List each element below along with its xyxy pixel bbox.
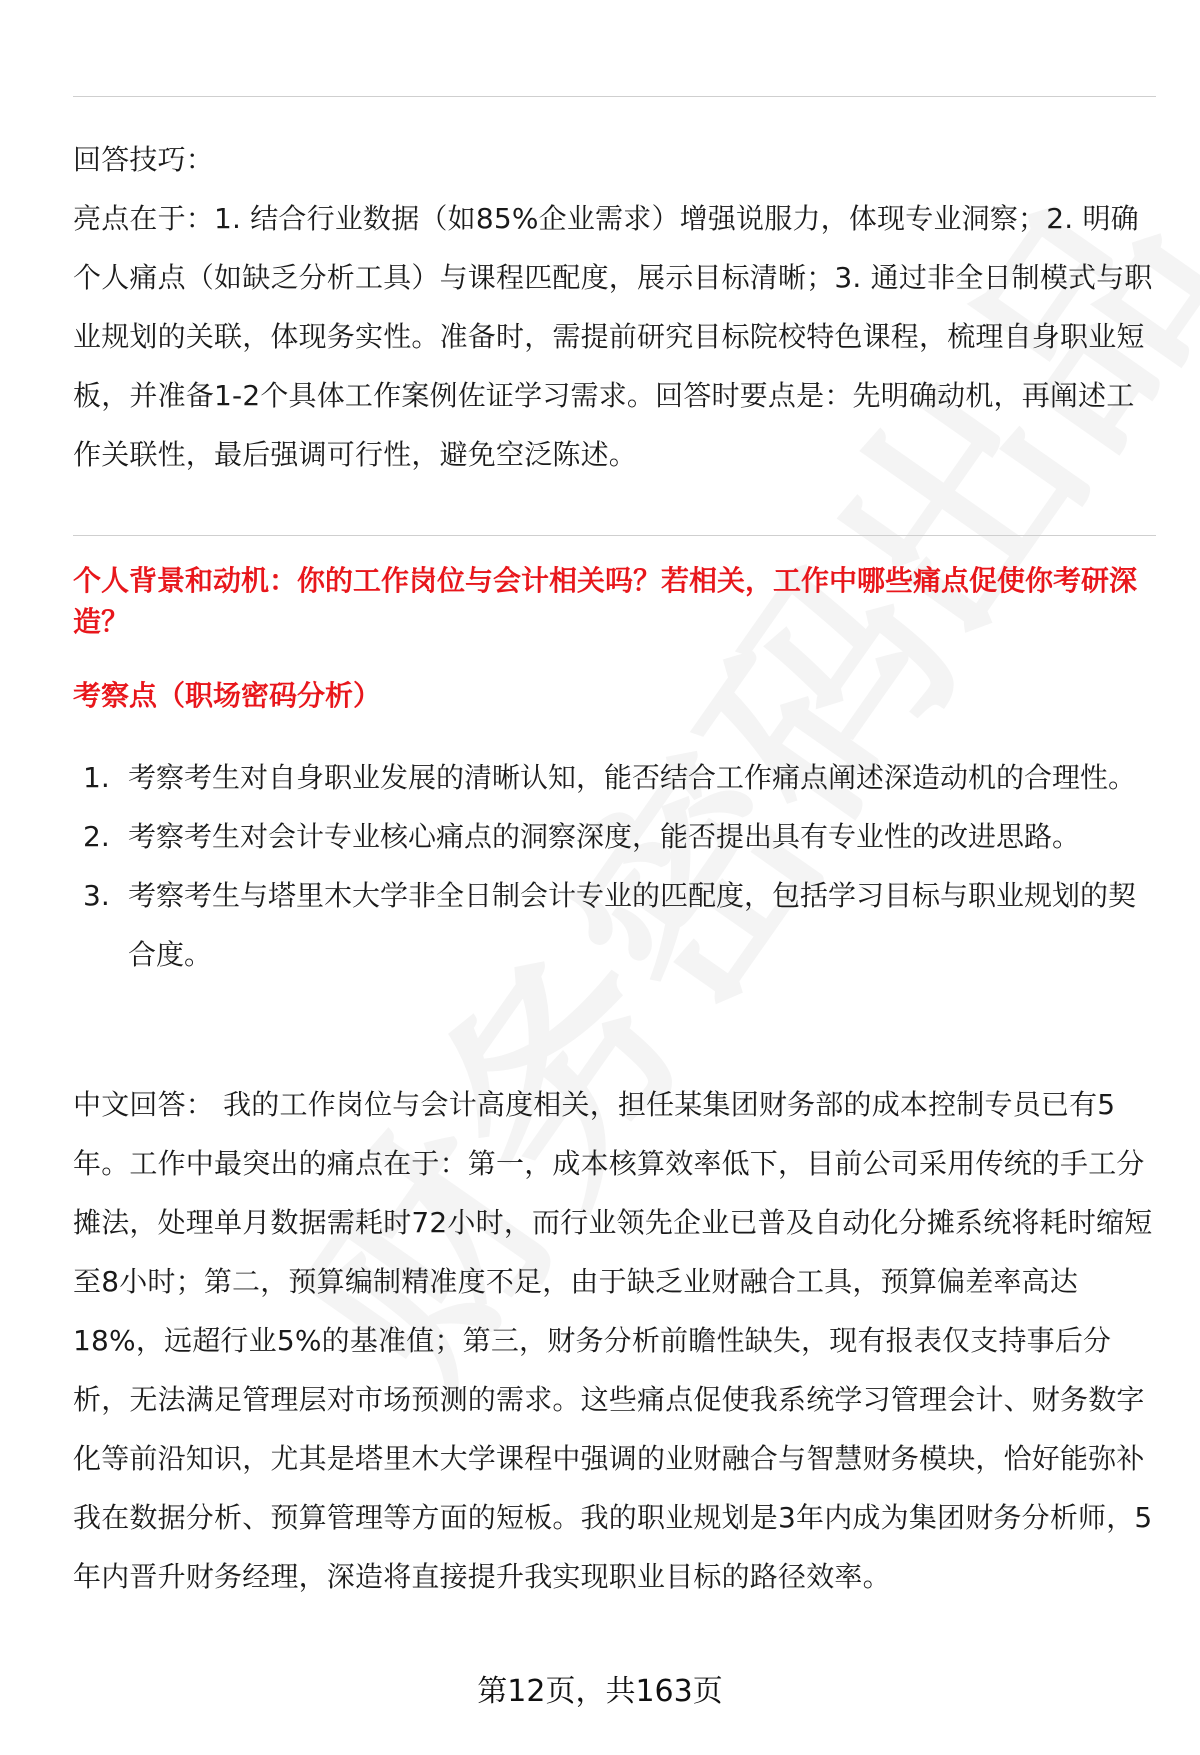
page-number: 第12页，共163页: [477, 1674, 723, 1709]
list-number: 2.: [83, 820, 110, 853]
focus-points-list: [73, 748, 1158, 984]
list-item: [73, 807, 1158, 866]
list-item-text: 考察考生对自身职业发展的清晰认知，能否结合工作痛点阐述深造动机的合理性。: [128, 761, 1137, 794]
list-item: [73, 866, 1158, 984]
list-number: 1.: [83, 761, 110, 794]
list-item-text: 考察考生对会计专业核心痛点的洞察深度，能否提出具有专业性的改进思路。: [128, 820, 1081, 853]
top-divider: [73, 96, 1156, 97]
question-heading: 个人背景和动机：你的工作岗位与会计相关吗？若相关，工作中哪些痛点促使你考研深造？: [73, 564, 1138, 638]
list-number: 3.: [83, 879, 110, 912]
list-item-text: 考察考生与塔里木大学非全日制会计专业的匹配度，包括学习目标与职业规划的契合度。: [128, 879, 1137, 971]
list-item: [73, 748, 1158, 807]
section-divider: [73, 535, 1156, 536]
focus-points-title: 考察点（职场密码分析）: [73, 679, 382, 712]
answer-body: 中文回答： 我的工作岗位与会计高度相关，担任某集团财务部的成本控制专员已有5年。工作中最突出的痛点在于：第一，成本核算效率低下，目前公司采用传统的手工分摊法，处理单月数据需耗时72小时，而行业领先企业已普及自动化分摊系统将耗时缩短至8小时；第二，预算编制精准度不足，由于缺乏业财融合工具，预算偏差率高达18%，远超行业5%的基准值；第三，财务分析前瞻性缺失，现有报表仅支持事后分析，无法满足管理层对市场预测的需求。这些痛点促使我系统学习管理会计、财务数字化等前沿知识，尤其是塔里木大学课程中强调的业财融合与智慧财务模块，恰好能弥补我在数据分析、预算管理等方面的短板。我的职业规划是3年内成为集团财务分析师，5年内晋升财务经理，深造将直接提升我实现职业目标的路径效率。: [73, 1088, 1153, 1593]
tips-title: 回答技巧：: [73, 143, 215, 176]
tips-body: 亮点在于：1. 结合行业数据（如85%企业需求）增强说服力，体现专业洞察；2. 明确个人痛点（如缺乏分析工具）与课程匹配度，展示目标清晰；3. 通过非全日制模式与职业规划的关联，体现务实性。准备时，需提前研究目标院校特色课程，梳理自身职业短板，并准备1-2个具体工作案例佐证学习需求。回答时要点是：先明确动机，再阐述工作关联性，最后强调可行性，避免空泛陈述。: [73, 202, 1153, 471]
